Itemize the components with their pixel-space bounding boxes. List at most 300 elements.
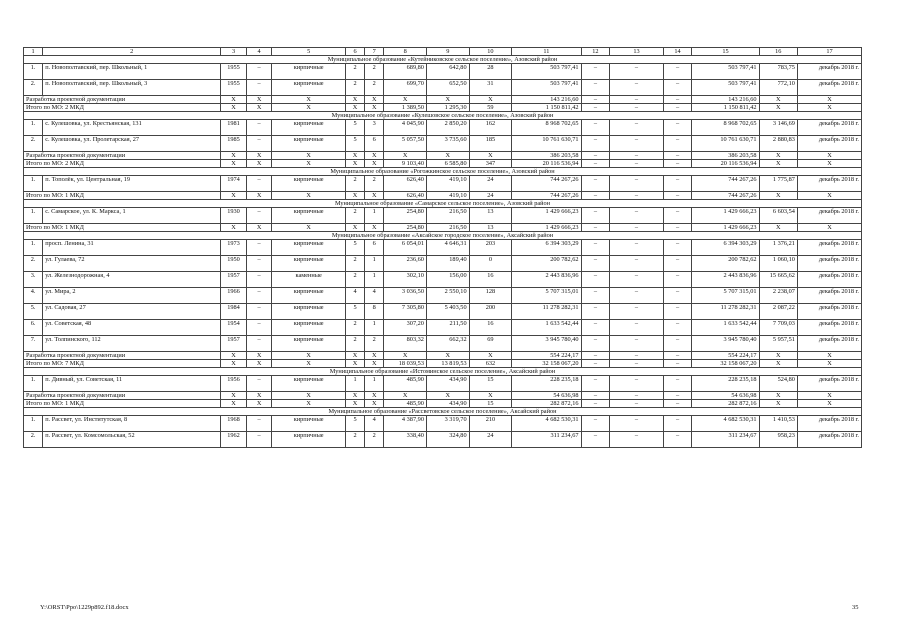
summary-value: 9 103,40	[384, 160, 427, 168]
value-cell: 2 443 836,96	[512, 272, 581, 288]
value-cell: 211,50	[426, 320, 469, 336]
value-cell: 203	[469, 240, 512, 256]
value-cell: 254,80	[384, 208, 427, 224]
summary-value: –	[663, 96, 692, 104]
summary-value: Х	[797, 360, 861, 368]
value-cell: 15	[469, 376, 512, 392]
value-cell: 3	[365, 120, 384, 136]
summary-value: Х	[469, 392, 512, 400]
value-cell: –	[581, 288, 610, 304]
column-number: 7	[365, 48, 384, 56]
value-cell: 2	[345, 208, 364, 224]
summary-value: –	[663, 352, 692, 360]
value-cell: –	[246, 320, 272, 336]
summary-value: –	[610, 152, 663, 160]
summary-value: –	[610, 160, 663, 168]
value-cell: –	[610, 416, 663, 432]
value-cell: 307,20	[384, 320, 427, 336]
summary-value: –	[581, 392, 610, 400]
value-cell: 210	[469, 416, 512, 432]
column-number: 15	[692, 48, 759, 56]
value-cell: 1 410,53	[759, 416, 797, 432]
value-cell: 803,32	[384, 336, 427, 352]
column-number: 11	[512, 48, 581, 56]
building-row	[24, 64, 862, 80]
value-cell: 16	[469, 320, 512, 336]
summary-value: –	[581, 160, 610, 168]
address-cell: с. Кулешовка, ул. Пролетарская, 27	[43, 136, 221, 152]
value-cell: –	[663, 64, 692, 80]
value-cell: 524,80	[759, 376, 797, 392]
summary-value: Х	[272, 400, 346, 408]
value-cell: 4 646,31	[426, 240, 469, 256]
value-cell: –	[663, 208, 692, 224]
value-cell: 2.	[24, 136, 43, 152]
summary-value: 1 389,50	[384, 104, 427, 112]
summary-value: Х	[246, 352, 272, 360]
value-cell: –	[610, 288, 663, 304]
summary-value: Х	[469, 352, 512, 360]
summary-value: 386 203,58	[512, 152, 581, 160]
building-row	[24, 336, 862, 352]
value-cell: 5	[345, 136, 364, 152]
summary-value: Х	[759, 96, 797, 104]
summary-value: Х	[759, 104, 797, 112]
summary-value: –	[610, 400, 663, 408]
value-cell: 156,00	[426, 272, 469, 288]
summary-value: 6 585,80	[426, 160, 469, 168]
summary-label: Итого по МО: 2 МКД	[24, 160, 221, 168]
value-cell: –	[610, 320, 663, 336]
value-cell: –	[246, 376, 272, 392]
value-cell: 2.	[24, 256, 43, 272]
value-cell: 1930	[221, 208, 247, 224]
summary-value: 54 636,98	[512, 392, 581, 400]
summary-value: Х	[345, 360, 364, 368]
value-cell: 4.	[24, 288, 43, 304]
summary-value: 485,90	[384, 400, 427, 408]
summary-label: Итого по МО: 1 МКД	[24, 192, 221, 200]
address-cell: ул. Толпинского, 112	[43, 336, 221, 352]
address-cell: п. Рассвет, ул. Институтская, 8	[43, 416, 221, 432]
header-row	[24, 48, 862, 56]
summary-value: Х	[797, 96, 861, 104]
value-cell: 5.	[24, 304, 43, 320]
value-cell: 2	[365, 64, 384, 80]
value-cell: 1973	[221, 240, 247, 256]
value-cell: –	[246, 120, 272, 136]
value-cell: –	[610, 432, 663, 448]
deadline-cell: декабрь 2018 г.	[797, 376, 861, 392]
summary-value: 419,10	[426, 192, 469, 200]
value-cell: 1 376,21	[759, 240, 797, 256]
summary-value: –	[663, 192, 692, 200]
column-number: 13	[610, 48, 663, 56]
value-cell: 11 278 282,31	[512, 304, 581, 320]
summary-value: 386 203,58	[692, 152, 759, 160]
summary-value: Х	[246, 224, 272, 232]
summary-value: Х	[272, 352, 346, 360]
value-cell: кирпичные	[272, 376, 346, 392]
value-cell: 699,70	[384, 80, 427, 96]
value-cell: 5 707 315,01	[512, 288, 581, 304]
value-cell: –	[246, 432, 272, 448]
summary-value: Х	[797, 104, 861, 112]
summary-value: Х	[246, 400, 272, 408]
value-cell: 10 761 630,71	[512, 136, 581, 152]
page-number: 35	[852, 604, 859, 611]
summary-value: Х	[221, 392, 247, 400]
value-cell: 1968	[221, 416, 247, 432]
summary-value: Х	[272, 392, 346, 400]
summary-value: 32 158 067,20	[512, 360, 581, 368]
value-cell: 3 146,69	[759, 120, 797, 136]
value-cell: 6	[365, 136, 384, 152]
value-cell: –	[581, 432, 610, 448]
value-cell: –	[610, 240, 663, 256]
value-cell: –	[663, 272, 692, 288]
value-cell: 2 880,83	[759, 136, 797, 152]
value-cell: –	[663, 376, 692, 392]
address-cell: п. Новополтавский, пер. Школьный, 3	[43, 80, 221, 96]
value-cell: –	[610, 272, 663, 288]
summary-value: Х	[272, 104, 346, 112]
address-cell: п. Тополёк, ул. Центральная, 19	[43, 176, 221, 192]
value-cell: 1955	[221, 80, 247, 96]
value-cell: кирпичные	[272, 432, 346, 448]
summary-value: Х	[797, 400, 861, 408]
summary-value: Х	[759, 152, 797, 160]
summary-value: –	[610, 104, 663, 112]
value-cell: 6	[365, 240, 384, 256]
value-cell: 200	[469, 304, 512, 320]
value-cell: кирпичные	[272, 288, 346, 304]
value-cell: 4 387,90	[384, 416, 427, 432]
value-cell: 13	[469, 208, 512, 224]
section-title: Муниципальное образование «Истоминское сельское поселение», Аксайский район	[24, 368, 862, 376]
deadline-cell: декабрь 2018 г.	[797, 136, 861, 152]
capital-repair-table	[23, 47, 862, 448]
address-cell: с. Самарское, ул. К. Маркса, 1	[43, 208, 221, 224]
deadline-cell: декабрь 2018 г.	[797, 240, 861, 256]
deadline-cell: декабрь 2018 г.	[797, 120, 861, 136]
value-cell: 1957	[221, 272, 247, 288]
value-cell: 15 665,62	[759, 272, 797, 288]
value-cell: 302,10	[384, 272, 427, 288]
summary-value: Х	[272, 192, 346, 200]
value-cell: –	[610, 80, 663, 96]
value-cell: 642,80	[426, 64, 469, 80]
value-cell: –	[610, 376, 663, 392]
value-cell: 1 633 542,44	[692, 320, 759, 336]
summary-value: Х	[221, 192, 247, 200]
value-cell: 1.	[24, 64, 43, 80]
summary-value: Х	[759, 224, 797, 232]
value-cell: 1 633 542,44	[512, 320, 581, 336]
value-cell: 1 060,10	[759, 256, 797, 272]
summary-value: Х	[345, 96, 364, 104]
value-cell: –	[663, 288, 692, 304]
value-cell: кирпичные	[272, 176, 346, 192]
value-cell: 200 782,62	[512, 256, 581, 272]
building-row	[24, 208, 862, 224]
summary-value: –	[581, 400, 610, 408]
summary-value: –	[610, 360, 663, 368]
value-cell: –	[610, 136, 663, 152]
value-cell: кирпичные	[272, 120, 346, 136]
building-row	[24, 304, 862, 320]
value-cell: кирпичные	[272, 320, 346, 336]
summary-label: Разработка проектной документации	[24, 152, 221, 160]
value-cell: кирпичные	[272, 136, 346, 152]
value-cell: 5	[345, 416, 364, 432]
summary-value: Х	[759, 360, 797, 368]
summary-value: Х	[365, 392, 384, 400]
value-cell: –	[663, 136, 692, 152]
value-cell: –	[581, 64, 610, 80]
summary-value: 282 872,16	[692, 400, 759, 408]
deadline-cell: декабрь 2018 г.	[797, 208, 861, 224]
summary-value: Х	[365, 360, 384, 368]
value-cell: 16	[469, 272, 512, 288]
value-cell: 503 797,41	[692, 64, 759, 80]
value-cell: –	[246, 416, 272, 432]
value-cell: –	[663, 176, 692, 192]
value-cell: 6 394 303,29	[692, 240, 759, 256]
value-cell: –	[610, 208, 663, 224]
summary-value: –	[663, 360, 692, 368]
value-cell: кирпичные	[272, 64, 346, 80]
section-header-row	[24, 200, 862, 208]
address-cell: ул. Советская, 48	[43, 320, 221, 336]
value-cell: 189,40	[426, 256, 469, 272]
summary-value: 143 216,60	[512, 96, 581, 104]
summary-value: Х	[365, 152, 384, 160]
value-cell: 1.	[24, 376, 43, 392]
value-cell: –	[663, 304, 692, 320]
deadline-cell: декабрь 2018 г.	[797, 336, 861, 352]
value-cell: 2	[345, 64, 364, 80]
summary-value: Х	[272, 360, 346, 368]
summary-value: Х	[221, 96, 247, 104]
summary-value: –	[610, 352, 663, 360]
value-cell: 1956	[221, 376, 247, 392]
summary-value: Х	[426, 352, 469, 360]
column-number: 12	[581, 48, 610, 56]
summary-value: Х	[365, 192, 384, 200]
value-cell: 434,90	[426, 376, 469, 392]
value-cell: 503 797,41	[512, 64, 581, 80]
address-cell: ул. Мира, 2	[43, 288, 221, 304]
column-number: 4	[246, 48, 272, 56]
value-cell: 3 945 780,40	[512, 336, 581, 352]
column-number: 5	[272, 48, 346, 56]
value-cell: –	[663, 120, 692, 136]
column-number: 2	[43, 48, 221, 56]
building-row	[24, 120, 862, 136]
summary-value: Х	[365, 224, 384, 232]
summary-value: Х	[797, 224, 861, 232]
value-cell: 4 682 530,31	[512, 416, 581, 432]
summary-value: Х	[246, 360, 272, 368]
value-cell: –	[610, 176, 663, 192]
value-cell: 24	[469, 432, 512, 448]
value-cell: 8	[365, 304, 384, 320]
value-cell: –	[581, 304, 610, 320]
deadline-cell: декабрь 2018 г.	[797, 320, 861, 336]
value-cell: 5	[345, 120, 364, 136]
summary-value: Х	[797, 392, 861, 400]
summary-value: Х	[272, 224, 346, 232]
value-cell: 2 550,10	[426, 288, 469, 304]
value-cell: 31	[469, 80, 512, 96]
value-cell: –	[581, 136, 610, 152]
value-cell: 4	[345, 288, 364, 304]
value-cell: кирпичные	[272, 336, 346, 352]
summary-value: Х	[246, 160, 272, 168]
column-number: 14	[663, 48, 692, 56]
summary-value: –	[610, 96, 663, 104]
value-cell: 2	[365, 336, 384, 352]
summary-value: Х	[469, 152, 512, 160]
summary-value: 32 158 067,20	[692, 360, 759, 368]
deadline-cell: декабрь 2018 г.	[797, 64, 861, 80]
building-row	[24, 320, 862, 336]
summary-value: Х	[469, 96, 512, 104]
deadline-cell: декабрь 2018 г.	[797, 304, 861, 320]
summary-value: Х	[345, 392, 364, 400]
summary-value: 744 267,26	[692, 192, 759, 200]
address-cell: просп. Ленина, 31	[43, 240, 221, 256]
value-cell: 662,32	[426, 336, 469, 352]
summary-value: Х	[345, 352, 364, 360]
value-cell: –	[246, 176, 272, 192]
value-cell: –	[610, 336, 663, 352]
deadline-cell: декабрь 2018 г.	[797, 176, 861, 192]
building-row	[24, 432, 862, 448]
value-cell: 2	[345, 272, 364, 288]
value-cell: 2	[345, 80, 364, 96]
summary-row	[24, 152, 862, 160]
summary-value: Х	[384, 96, 427, 104]
value-cell: 5 403,50	[426, 304, 469, 320]
value-cell: кирпичные	[272, 256, 346, 272]
column-number: 6	[345, 48, 364, 56]
value-cell: –	[246, 304, 272, 320]
summary-value: 1 150 811,42	[692, 104, 759, 112]
value-cell: 1 429 666,23	[512, 208, 581, 224]
column-number: 8	[384, 48, 427, 56]
value-cell: –	[610, 256, 663, 272]
value-cell: 652,50	[426, 80, 469, 96]
value-cell: 5	[345, 304, 364, 320]
value-cell: 2	[345, 256, 364, 272]
summary-value: 54 636,98	[692, 392, 759, 400]
summary-value: 143 216,60	[692, 96, 759, 104]
value-cell: 338,40	[384, 432, 427, 448]
value-cell: 236,60	[384, 256, 427, 272]
value-cell: 2	[345, 176, 364, 192]
building-row	[24, 376, 862, 392]
value-cell: –	[246, 336, 272, 352]
column-number: 10	[469, 48, 512, 56]
section-header-row	[24, 408, 862, 416]
summary-value: Х	[759, 192, 797, 200]
address-cell: п. Рассвет, ул. Комсомольская, 52	[43, 432, 221, 448]
value-cell: 24	[469, 176, 512, 192]
value-cell: 6.	[24, 320, 43, 336]
value-cell: 958,23	[759, 432, 797, 448]
summary-value: Х	[759, 352, 797, 360]
value-cell: 1 775,87	[759, 176, 797, 192]
summary-value: Х	[345, 152, 364, 160]
value-cell: 626,40	[384, 176, 427, 192]
summary-value: Х	[365, 96, 384, 104]
address-cell: п. Новополтавский, пер. Школьный, 1	[43, 64, 221, 80]
summary-value: Х	[345, 104, 364, 112]
summary-label: Итого по МО: 1 МКД	[24, 224, 221, 232]
summary-value: –	[581, 360, 610, 368]
value-cell: 162	[469, 120, 512, 136]
building-row	[24, 416, 862, 432]
value-cell: 7 305,80	[384, 304, 427, 320]
value-cell: 228 235,18	[512, 376, 581, 392]
summary-value: Х	[365, 160, 384, 168]
value-cell: 2 087,22	[759, 304, 797, 320]
summary-value: –	[663, 224, 692, 232]
summary-value: –	[581, 224, 610, 232]
value-cell: 4	[365, 416, 384, 432]
summary-value: Х	[426, 392, 469, 400]
summary-value: Х	[426, 152, 469, 160]
summary-value: –	[663, 392, 692, 400]
value-cell: 4 682 530,31	[692, 416, 759, 432]
summary-value: 1 150 811,42	[512, 104, 581, 112]
value-cell: 3.	[24, 272, 43, 288]
value-cell: –	[246, 272, 272, 288]
summary-value: –	[663, 152, 692, 160]
value-cell: 8 968 702,65	[692, 120, 759, 136]
value-cell: 1	[365, 320, 384, 336]
value-cell: 1.	[24, 208, 43, 224]
summary-value: Х	[221, 400, 247, 408]
value-cell: –	[581, 272, 610, 288]
building-row	[24, 272, 862, 288]
summary-value: –	[610, 392, 663, 400]
value-cell: 7.	[24, 336, 43, 352]
value-cell: 228 235,18	[692, 376, 759, 392]
section-header-row	[24, 56, 862, 64]
column-number: 1	[24, 48, 43, 56]
value-cell: 1.	[24, 120, 43, 136]
value-cell: 1981	[221, 120, 247, 136]
value-cell: 5	[345, 240, 364, 256]
value-cell: 185	[469, 136, 512, 152]
summary-value: Х	[797, 352, 861, 360]
value-cell: –	[246, 240, 272, 256]
summary-value: –	[610, 224, 663, 232]
value-cell: –	[581, 80, 610, 96]
value-cell: –	[663, 336, 692, 352]
summary-value: Х	[221, 152, 247, 160]
summary-value: 59	[469, 104, 512, 112]
deadline-cell: декабрь 2018 г.	[797, 272, 861, 288]
summary-value: Х	[759, 392, 797, 400]
section-title: Муниципальное образование «Аксайское городское поселение», Аксайский район	[24, 232, 862, 240]
column-number: 3	[221, 48, 247, 56]
value-cell: 1	[365, 376, 384, 392]
value-cell: каменные	[272, 272, 346, 288]
